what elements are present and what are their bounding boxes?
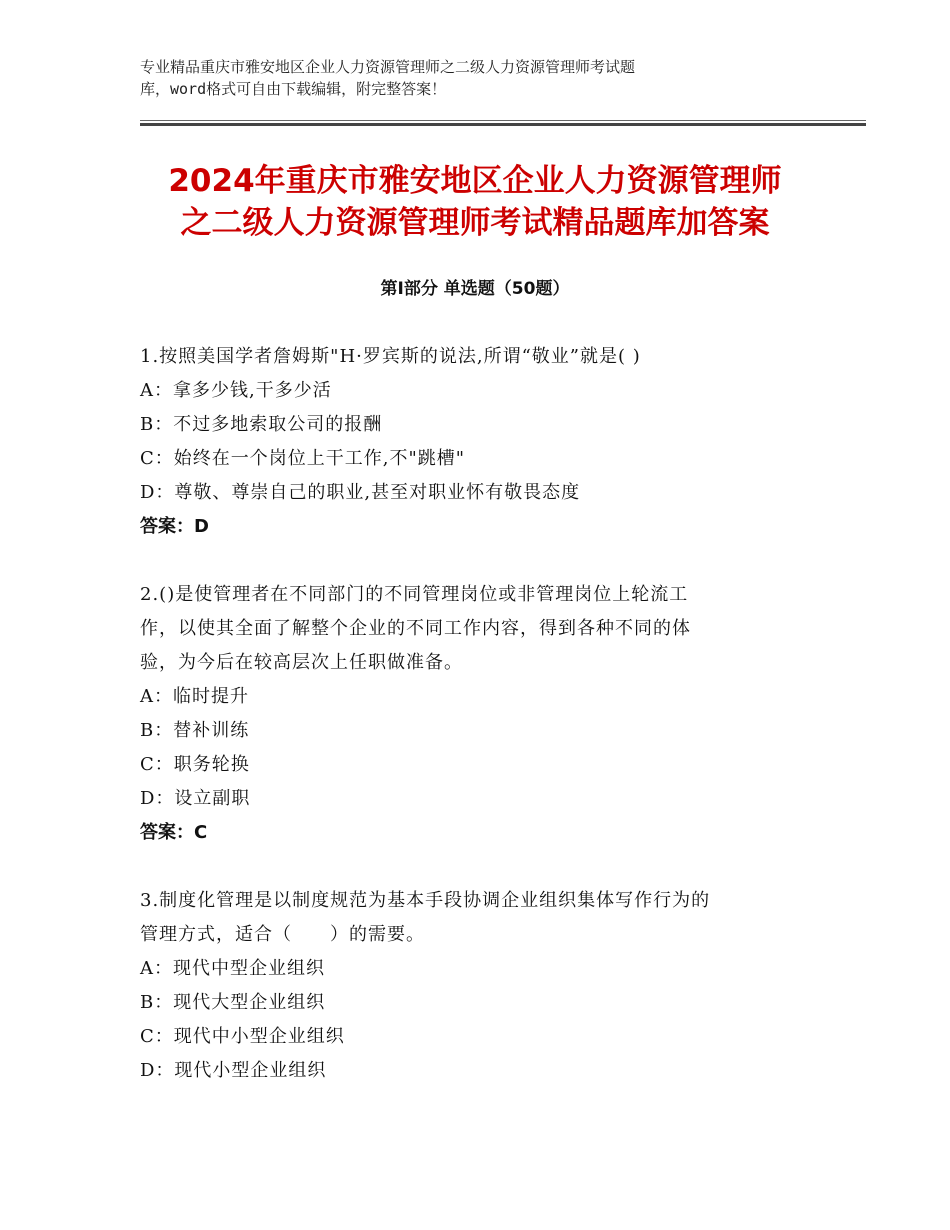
section-heading: 第Ⅰ部分 单选题（50题） — [380, 279, 570, 299]
document-title — [100, 160, 850, 244]
title-line-1: 2024年重庆市雅安地区企业人力资源管理师 — [168, 163, 782, 199]
header-divider-thin — [140, 120, 866, 121]
option-c: C：现代中小型企业组织 — [140, 1026, 345, 1047]
question-item — [140, 884, 800, 1088]
option-b: B：现代大型企业组织 — [140, 992, 326, 1013]
option-d: D：设立副职 — [140, 788, 251, 809]
answer-label: 答案：C — [140, 822, 208, 843]
option-c: C：职务轮换 — [140, 754, 250, 775]
question-stem: 3.制度化管理是以制度规范为基本手段协调企业组织集体写作行为的 — [140, 890, 711, 911]
question-stem: 验，为今后在较高层次上任职做准备。 — [140, 652, 463, 673]
question-stem: 作，以使其全面了解整个企业的不同工作内容，得到各种不同的体 — [140, 618, 691, 639]
option-c: C：始终在一个岗位上干工作,不"跳槽" — [140, 448, 466, 469]
question-list — [140, 340, 800, 1122]
question-stem: 管理方式，适合（ ）的需要。 — [140, 924, 425, 945]
option-d: D：现代小型企业组织 — [140, 1060, 327, 1081]
option-a: A：临时提升 — [140, 686, 249, 707]
header-line-2: 库，word格式可自由下载编辑，附完整答案！ — [140, 80, 447, 98]
title-line-2: 之二级人力资源管理师考试精品题库加答案 — [180, 205, 770, 241]
header-divider-thick — [140, 123, 866, 126]
header-line-1: 专业精品重庆市雅安地区企业人力资源管理师之二级人力资源管理师考试题 — [140, 58, 636, 76]
option-b: B：替补训练 — [140, 720, 250, 741]
question-stem: 2.()是使管理者在不同部门的不同管理岗位或非管理岗位上轮流工 — [140, 584, 689, 605]
question-stem: 1.按照美国学者詹姆斯"H·罗宾斯的说法,所谓“敬业”就是( ) — [140, 346, 641, 367]
option-a: A：现代中型企业组织 — [140, 958, 325, 979]
question-item — [140, 578, 800, 850]
option-a: A：拿多少钱,干多少活 — [140, 380, 332, 401]
question-item — [140, 340, 800, 544]
option-d: D：尊敬、尊崇自己的职业,甚至对职业怀有敬畏态度 — [140, 482, 581, 503]
answer-label: 答案：D — [140, 516, 209, 537]
page-header — [140, 56, 800, 100]
option-b: B：不过多地索取公司的报酬 — [140, 414, 383, 435]
